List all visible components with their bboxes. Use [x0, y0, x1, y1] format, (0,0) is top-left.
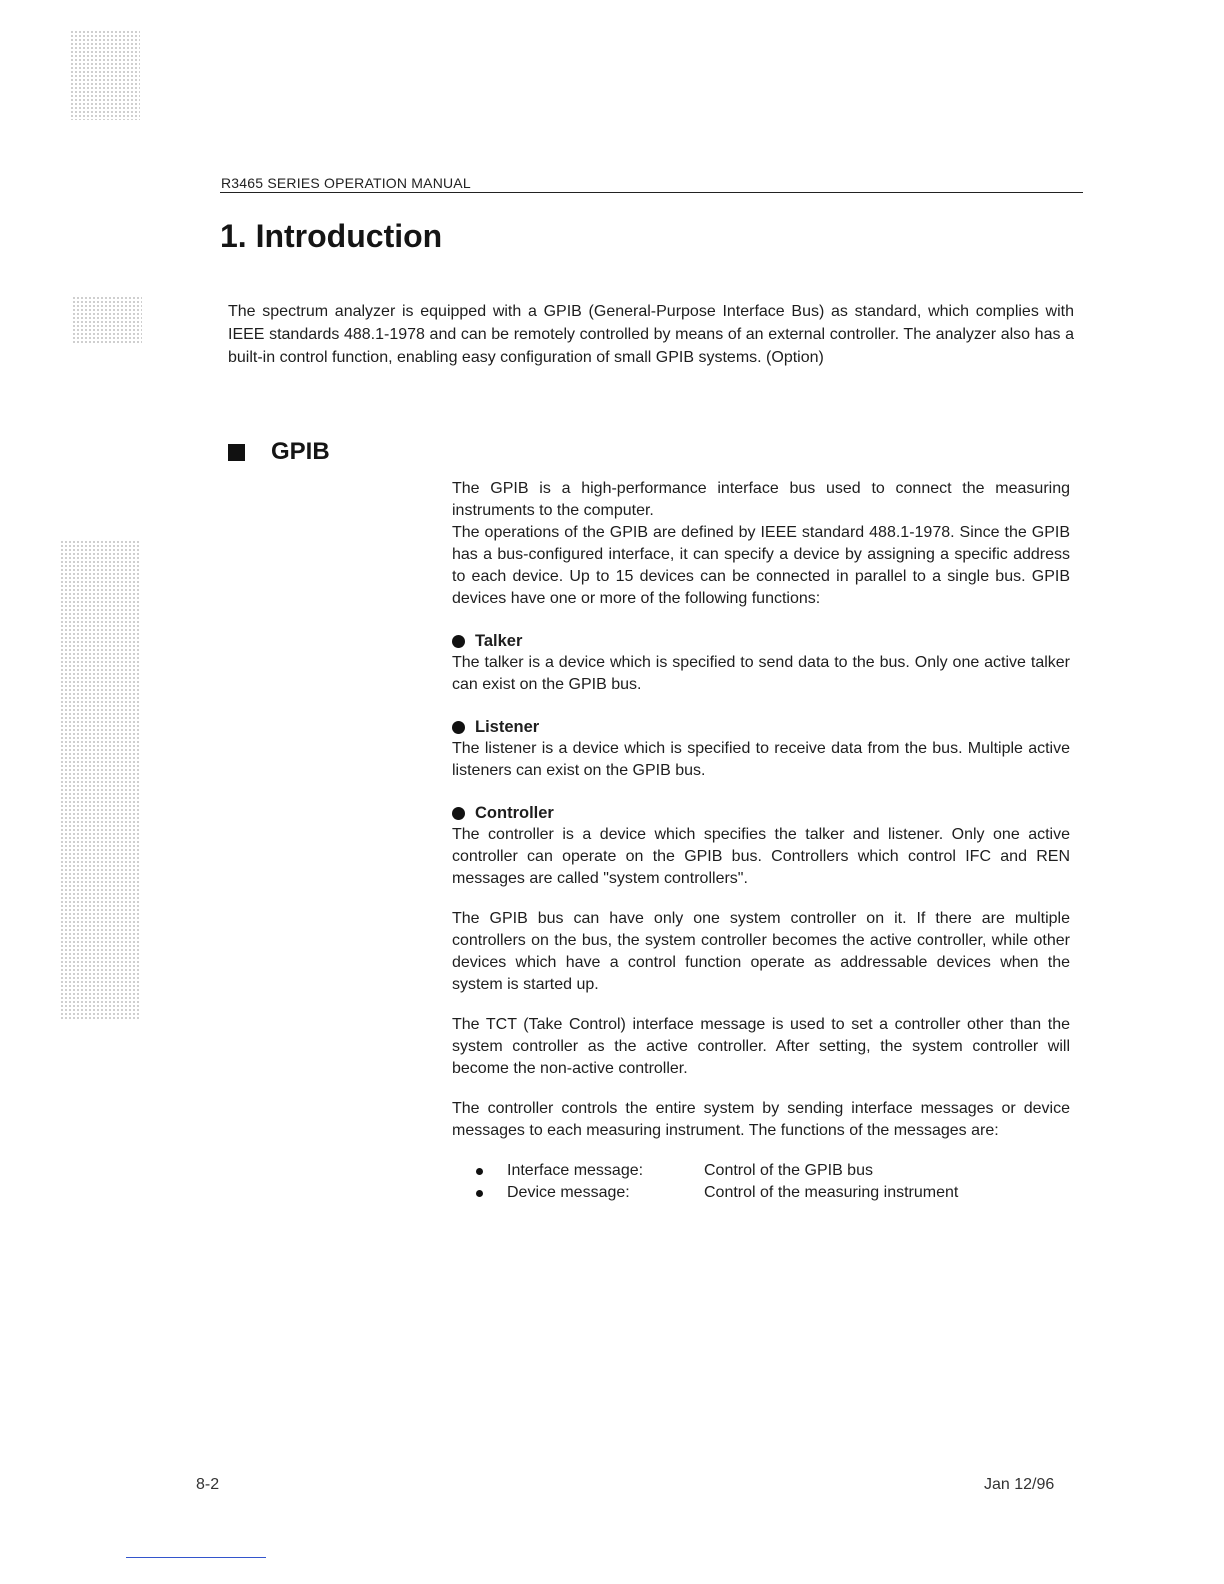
list-term: Interface message:	[507, 1162, 644, 1179]
controller-title: Controller	[475, 804, 554, 822]
list-desc: Control of the GPIB bus	[704, 1162, 873, 1179]
controller-heading	[452, 802, 1070, 824]
talker-text: The talker is a device which is specified to send data to the bus. Only one active talker can exist on the GPIB bus.	[452, 654, 1070, 693]
filled-circle-bullet-icon	[452, 807, 465, 820]
listener-title: Listener	[475, 718, 540, 736]
header-rule	[220, 192, 1083, 193]
page-title: 1. Introduction	[220, 218, 443, 254]
gpib-description-1: The GPIB is a high-performance interface bus used to connect the measuring instruments to the computer.	[452, 480, 1070, 519]
list-item	[452, 1182, 1070, 1204]
system-controller-paragraph: The GPIB bus can have only one system controller on it. If there are multiple controllers on the bus, the system controller becomes the active controller, while other devices which have a control function operate as addressable devices when the system is started up.	[452, 910, 1070, 993]
running-header: R3465 SERIES OPERATION MANUAL	[221, 175, 471, 191]
message-list	[452, 1160, 1070, 1204]
intro-paragraph: The spectrum analyzer is equipped with a GPIB (General-Purpose Interface Bus) as standard, which complies with IEEE standards 488.1-1978 and can be remotely controlled by means of an external controller. The analyzer also has a built-in control function, enabling easy configuration of small GPIB systems. (Option)	[228, 303, 1074, 366]
controller-text: The controller is a device which specifies the talker and listener. Only one active controller can operate on the GPIB bus. Controllers which control IFC and REN messages are called "system controllers".	[452, 826, 1070, 887]
scan-noise-mid	[72, 296, 142, 344]
scan-noise-top	[70, 30, 140, 120]
section-body	[452, 478, 1070, 1204]
messages-paragraph: The controller controls the entire system by sending interface messages or device messages to each measuring instrument. The functions of the messages are:	[452, 1100, 1070, 1139]
scan-noise-strip	[60, 540, 140, 1020]
list-desc: Control of the measuring instrument	[704, 1184, 959, 1201]
square-bullet-icon	[228, 444, 245, 461]
tct-paragraph: The TCT (Take Control) interface message is used to set a controller other than the system controller as the active controller. After setting, the system controller will become the non-active controller.	[452, 1016, 1070, 1077]
revision-date: Jan 12/96	[984, 1476, 1055, 1493]
list-item	[452, 1160, 1070, 1182]
talker-heading	[452, 630, 1070, 652]
section-heading	[228, 438, 330, 466]
talker-title: Talker	[475, 632, 523, 650]
list-term: Device message:	[507, 1184, 630, 1201]
section-title: GPIB	[271, 438, 330, 465]
listener-text: The listener is a device which is specified to receive data from the bus. Multiple active listeners can exist on the GPIB bus.	[452, 740, 1070, 779]
page-number: 8-2	[196, 1476, 220, 1493]
listener-heading	[452, 716, 1070, 738]
small-dot-bullet-icon	[476, 1190, 483, 1197]
small-dot-bullet-icon	[476, 1168, 483, 1175]
filled-circle-bullet-icon	[452, 635, 465, 648]
filled-circle-bullet-icon	[452, 721, 465, 734]
gpib-description-2: The operations of the GPIB are defined by IEEE standard 488.1-1978. Since the GPIB has a bus-configured interface, it can specify a device by assigning a specific address to each device. Up to 15 devices can be connected in parallel to a single bus. GPIB devices have one or more of the following functions:	[452, 524, 1070, 607]
bottom-rule	[126, 1557, 266, 1558]
